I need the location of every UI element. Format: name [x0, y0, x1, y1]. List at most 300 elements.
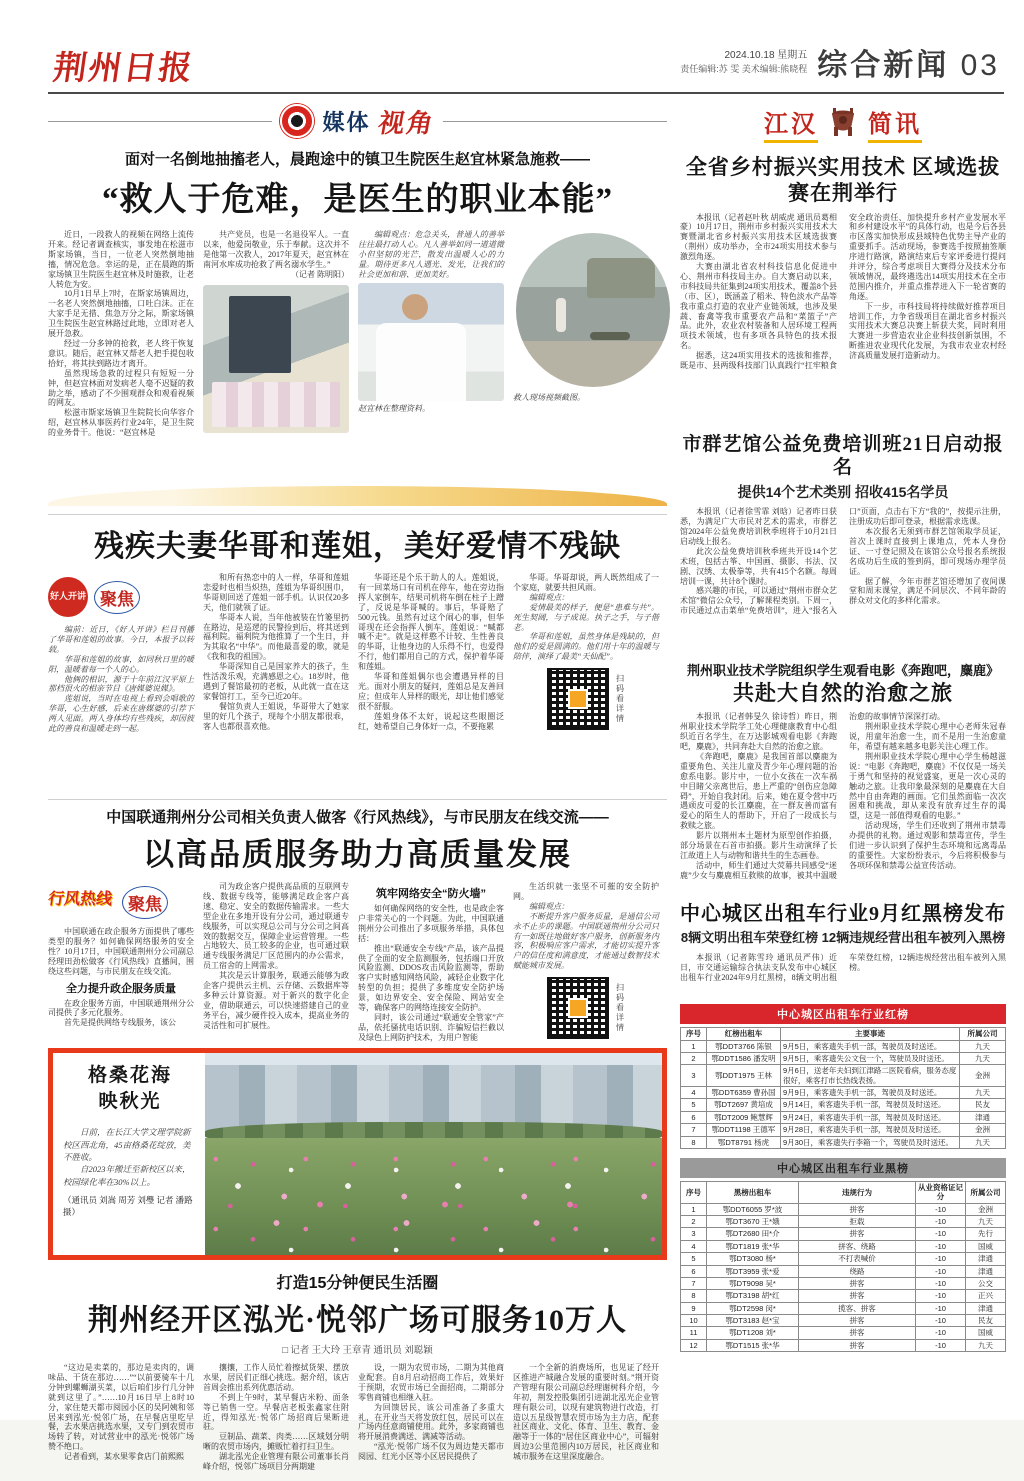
badge-label-red: 视角	[375, 108, 437, 138]
table-row	[681, 1277, 1006, 1289]
table-cell: 鄂DT2598 闵*	[707, 1302, 799, 1314]
car-shape	[587, 258, 655, 298]
feature-credit: （通讯员 刘嵩 周芳 刘璺 记者 潘路 摄）	[63, 1194, 193, 1217]
paragraph: 和所有热恋中的人一样，华哥和莲姐恋爱时也相当炽热，莲姐为华哥织围巾，华哥则回送了莲姐一部手机。认识仅20多天，他们就领了证。	[203, 573, 349, 612]
table-cell: -10	[916, 1203, 966, 1215]
table-cell: 5	[681, 1253, 707, 1265]
masthead-meta	[680, 48, 807, 77]
table-cell: 鄂DT8791 杨虎	[707, 1136, 781, 1148]
table-cell: 4	[681, 1240, 707, 1252]
editor-opinion	[513, 593, 659, 662]
paragraph: 近日，一段救人的视频在网络上流传开来。经记者调查核实，事发地在松滋市斯家场镇，当日，一位老人突然倒地抽搐，情况危急。幸运的是，正在晨跑的斯家场镇卫生院医生赵宜林及时施救，让老人转危为安。	[48, 230, 194, 289]
hotline-logo: 行风热线	[46, 891, 114, 909]
article-kicker: 中国联通荆州分公司相关负责人做客《行风热线》，与市民朋友在线交流——	[106, 809, 609, 826]
table-cell: 鄂DT1515 张*华	[707, 1339, 799, 1351]
paragraph: 首先是提供网络专线服务，该公	[64, 1018, 176, 1028]
table-header-row	[681, 1181, 1006, 1203]
paragraph: 莲姐身体不太好，说起这些眼圈泛红，她希望自己身体好一点，不要拖累	[358, 711, 504, 731]
table-cell: 3	[681, 1065, 707, 1087]
article-headline: “救人于危难，是医生的职业本能”	[102, 182, 613, 218]
article-body	[48, 882, 667, 1040]
paragraph: 在政企服务方面，中国联通荆州分公司提供了多元化服务。	[48, 998, 194, 1018]
qr-code	[547, 668, 609, 730]
article-headline: 荆州经开区泓光·悦邻广场可服务10万人	[87, 1304, 627, 1337]
section-name: 综合新闻	[817, 49, 950, 82]
table-cell: 8	[681, 1136, 707, 1148]
article-headline: 中心城区出租车行业9月红黑榜发布	[680, 903, 1006, 926]
article-unicom	[48, 806, 667, 1040]
photo-doctor	[358, 283, 504, 401]
table-cell: 7	[681, 1124, 707, 1136]
qr-block	[513, 668, 659, 730]
paragraph: 日前，在长江大学文理学院新校区西北角，45亩格桑花绽放，美不胜收。	[63, 1127, 191, 1162]
article-kicker: 打造15分钟便民生活圈	[276, 1275, 439, 1292]
article-headline: 以高品质服务助力高质量发展	[143, 837, 572, 872]
paragraph: 影片以荆州本土题材为原型创作拍摄，部分场景在石首市拍摄。影片生动演绎了长江故道上人与动物和谐共生的生态画卷。	[680, 831, 837, 861]
article-body	[48, 573, 667, 791]
paragraph: 松滋市斯家场镇卫生院院长向华容介绍，赵宜林从事医药行业24年，是卫生院的业务骨干。他说：“赵宜林是	[48, 408, 194, 438]
paragraph: 华哥。华哥却说，两人既然组成了一个家庭，就要共担风雨。	[513, 573, 659, 592]
article-movie	[680, 663, 1006, 894]
table-cell: 鄂DT3080 杨*	[707, 1253, 799, 1265]
table-cell: 民友	[966, 1315, 1006, 1327]
table-cell: 10	[681, 1315, 707, 1327]
paragraph: 一个全新的消费场所，也见证了经开区推进产城融合发展的重要时刻。”荆开资产管理有限公司副总经理谢树科介绍，今年初，荆发控股集团引进湖北泓光企业管理有限公司，以现有建筑物进行改造，打造以五星级智慧农贸市场为主力店，配套社区商业、文化、体育、卫生、教育、金融等于一体的“居住区商业中心”，可辐射周边3公里范围内10万居民，社区商业和城市服务在这里深度融合。	[513, 1363, 659, 1462]
table-cell: 国威	[966, 1327, 1006, 1339]
table-cell: 鄂DT2680 田*介	[707, 1228, 799, 1240]
table-row	[681, 1136, 1006, 1148]
qr-block	[513, 977, 659, 1039]
table-cell: 鄂DDT1586 潘发明	[707, 1052, 781, 1064]
table-cell: 拼客	[799, 1228, 916, 1240]
feature-title-line1: 格桑花海	[87, 1065, 172, 1086]
paragraph: 荆州职业技术学院心理中心学生杨越滋说：“电影《奔跑吧，麋鹿》不仅仅是一场关于勇气和坚持的视觉盛宴，更是一次心灵的触动之旅。让我印象最深刻的是麋鹿在大自然中自由奔跑的画面。它们虽然面临一次次困难和挑战，却从来没有放弃过生存的渴望，这是一部值得观看的电影。”	[849, 751, 1006, 821]
table-row	[681, 1339, 1006, 1351]
bronze-ding-icon	[826, 106, 860, 140]
lying-person-shape	[590, 332, 630, 340]
byline: （记者 陈明阳）	[291, 269, 349, 279]
photo-feature	[48, 1048, 667, 1260]
article-body	[48, 230, 667, 482]
table-cell: 拼客、绕路	[799, 1240, 916, 1252]
feature-caption	[63, 1126, 197, 1188]
table-cell: 鄂DT2697 黄培成	[707, 1099, 781, 1111]
table-cell: 鄂DDT6055 罗*波	[707, 1203, 799, 1215]
table-cell: 拼客	[799, 1339, 916, 1351]
table-cell: 4	[681, 1087, 707, 1099]
camera-eye-icon	[280, 104, 314, 138]
paragraph: 本报讯（记者陈雪玲 通讯员严伟）近日，市交通运输综合执法支队发布中心城区出租车行业2024年9月红黑榜，8辆文明出租车荣登红榜，12辆违规经营出租车被列入黑榜。	[680, 953, 1006, 983]
paragraph: 华哥和莲姐偶尔也会遭遇异样的目光。面对小朋友的疑问，莲姐总是友善回应；但成年人异样的眼光，却让他们感觉很不舒服。	[358, 672, 504, 711]
table-cell: 九天	[960, 1087, 1006, 1099]
paragraph: 生活织就一张坚不可摧的安全防护网。	[513, 882, 659, 901]
table-cell: 鄂DT3959 张*爱	[707, 1265, 799, 1277]
badge-label-right: 简讯	[868, 104, 922, 143]
body-column	[203, 573, 349, 791]
table-cell: 津通	[966, 1265, 1006, 1277]
table-cell: 9月5日，乘客遗失手机一部，驾驶员及时送还。	[781, 1040, 960, 1052]
paragraph: 编辑观点：危急关头，普通人的善举往往最打动人心。凡人善举如同一道道微小但坚韧的光芒，散发出温暖人心的力量。期待更多凡人遇光、发光，让我们的社会更加和谐、更加美好。	[358, 230, 504, 279]
right-column	[680, 100, 1006, 1352]
article-plaza	[48, 1270, 667, 1481]
table-cell: 民友	[960, 1099, 1006, 1111]
divider	[48, 121, 272, 122]
paragraph: 不断提升客户服务质量，是通信公司永不止步的课题。中国联通荆州分公司只有一如既往地做好客户服务，创新服务内容，积极响应客户需求，才能切实提升客户的信任度和满意度，才能通过数智技术赋能城市发展。	[513, 911, 659, 971]
feature-title	[63, 1063, 197, 1114]
paragraph: 大赛由湖北省农村科技信息化促进中心、荆州市科技局主办。自大赛启动以来，市科技局共征集到24项实用技术，覆盖8个县（市、区），既涵盖了稻米、特色淡水产品等我市重点打造的农业产业链领域，也涉及果蔬、畜禽等我市重要农产品和“菜篮子”产品。此外，农业农村装备和人居环境工程两项技术领域，也有多项各具特色的技术报名。	[680, 262, 837, 351]
body-column	[48, 230, 194, 482]
table-cell: 津通	[966, 1302, 1006, 1314]
paragraph: 他俩的相识，源于十年前江汉平原上那档很火的相亲节目《唐媒婆说媒》。	[48, 674, 194, 694]
seal-icon: 好人开讲	[48, 577, 88, 617]
table-cell: -10	[916, 1327, 966, 1339]
paragraph: 本次报名无须到市群艺馆领取学员证，首次上课时直接到上课地点，凭本人身份证、一寸登记照及在该馆公众号报名系统报名成功后生成的签到码，即可现场办理学员证。	[849, 527, 1006, 576]
table-cell: 金洲	[960, 1065, 1006, 1087]
body-column-text	[358, 904, 504, 1043]
article-body	[48, 1363, 667, 1481]
photo-rescue-scene	[513, 230, 673, 390]
table-cell: 金洲	[960, 1124, 1006, 1136]
table-cell: -10	[916, 1240, 966, 1252]
table-cell: 11	[681, 1327, 707, 1339]
paragraph: 本报讯（记者韩旻久 徐诗哲）昨日，荆州职业技术学院学工处心理健康教育中心组织近百名学生，在万达影城观看电影《奔跑吧，麋鹿》，共同奔赴大自然的治愈之旅。	[680, 712, 837, 752]
table-cell: 九天	[960, 1136, 1006, 1148]
paragraph: 司为政企客户提供高品质的互联网专线、数据专线等，能够满足政企客户高速、稳定、安全的数据传输需求。一些大型企业在多地开设有分公司，通过联通专线服务，可以实现总公司与分公司之间高效的数据交互，保障企业运营管理。一些占地较大、员工较多的企业，也可通过联通专线服务满足厂区范围内的办公需求，员工宿舍的上网需求。	[203, 882, 349, 971]
masthead-right	[680, 40, 1000, 84]
body-column-text	[203, 230, 349, 270]
photo-desk-documents	[203, 285, 349, 433]
table-cell: 津通	[960, 1111, 1006, 1123]
qr-label: 扫码看详情	[615, 674, 625, 725]
qr-label: 扫码看详情	[615, 983, 625, 1034]
feature-text-panel	[53, 1053, 205, 1255]
column-header: 所属公司	[960, 1028, 1006, 1040]
subhead: 全力提升政企服务质量	[66, 982, 176, 995]
article-kicker: 荆州职业技术学院组织学生观看电影《奔跑吧，麋鹿》	[686, 663, 999, 679]
column-header: 从业资格证记分	[916, 1181, 966, 1203]
paragraph: 编辑观点：	[529, 592, 569, 602]
article-headline: 市群艺馆公益免费培训班21日启动报名	[682, 433, 1004, 479]
divider	[48, 799, 667, 800]
paragraph: 本报讯（记者徐雪霏 刘晗）记者昨日获悉，为满足广大市民对艺术的需求，市群艺馆2024年公益免费培训秋季班将于10月21日启动线上报名。	[680, 507, 837, 546]
article-subtitle: 提供14个艺术类别 招收415名学员	[737, 484, 949, 500]
table-cell: -10	[916, 1277, 966, 1289]
table-cell: -10	[916, 1216, 966, 1228]
article-art-training	[680, 433, 1006, 656]
table-cell: 9月14日，乘客遗失手机一部，驾驶员及时送还。	[781, 1099, 960, 1111]
red-list-table	[680, 1004, 1006, 1149]
article-kicker: 面对一名倒地抽搐老人，晨跑途中的镇卫生院医生赵宜林紧急施救——	[124, 151, 590, 168]
table-cell: 鄂DT3670 王*娥	[707, 1216, 799, 1228]
table-cell: 公交	[966, 1277, 1006, 1289]
table-cell: -10	[916, 1290, 966, 1302]
table-cell: 绕路	[799, 1265, 916, 1277]
body-column	[513, 230, 677, 482]
table-cell: 12	[681, 1339, 707, 1351]
article-subtitle: 8辆文明出租车荣登红榜 12辆违规经营出租车被列入黑榜	[680, 930, 1006, 946]
table-cell: 鄂DT9098 吴*	[707, 1277, 799, 1289]
logo-row	[48, 886, 194, 919]
table-cell: 9月5日，乘客遗失公文包一个，驾驶员及时送还。	[781, 1052, 960, 1064]
article-rescue	[48, 100, 667, 506]
badge-label-left: 江汉	[764, 104, 818, 143]
table-row	[681, 1111, 1006, 1123]
column-header: 黑榜出租车	[707, 1181, 799, 1203]
table-cell: 9月30日，乘客遗失行李箱一个，驾驶员及时送还。	[781, 1136, 960, 1148]
masthead	[48, 40, 1004, 90]
paragraph: 据悉，这24项实用技术的选拔和推荐，既是市、县两级科技部门认真践行“扛牢粮食安全政治责任、加快提升乡村产业发展水平和乡村建设水平”的具体行动，也是今后各县市区落实加快形成县域特色优势主导产业的重要抓手。活动现场，参赛选手按照抽签顺序进行路演，路演结束后专家评委进行提问并评分，综合考虑项目大赛得分及技术分布领域情况，最终遴选出14项实用技术在全市范围内推介，并重点推荐进入下一轮省赛的角逐。	[680, 212, 1006, 371]
paragraph: 不到上午9时，某早餐店米粉、面条等已销售一空。早餐店老板张鑫家住附近，得知泓光·悦邻广场招商后果断进驻。	[203, 1392, 349, 1432]
table-cell: 鄂DT1819 张*华	[707, 1240, 799, 1252]
table-cell: 拼客	[799, 1315, 916, 1327]
black-list-table	[680, 1158, 1006, 1352]
black-table-title: 中心城区出租车行业黑榜	[680, 1158, 1006, 1178]
article-headline: 残疾夫妻华哥和莲姐，美好爱情不残缺	[94, 530, 621, 563]
editor-opinion	[513, 902, 659, 971]
column-header: 所属公司	[966, 1181, 1006, 1203]
red-table	[680, 1027, 1006, 1149]
table-cell: 9	[681, 1302, 707, 1314]
paragraph: 记者看到，某水果零食店门前熙熙	[64, 1452, 184, 1462]
table-cell: 2	[681, 1216, 707, 1228]
body-column	[203, 230, 349, 482]
table-cell: 拼客	[799, 1203, 916, 1215]
article-taxi-list	[680, 902, 1006, 995]
divider	[443, 121, 667, 122]
table-cell: -10	[916, 1265, 966, 1277]
black-table	[680, 1181, 1006, 1352]
monitor-shape	[229, 296, 290, 373]
table-cell: 鄂DDT1198 王德军	[707, 1124, 781, 1136]
photo-caption: 救人现场视频截图。	[513, 393, 585, 402]
body-column	[513, 882, 659, 1040]
paragraph: 虽然现场急救的过程只有短短一分钟，但赵宜林面对发病老人毫不迟疑的救助之举，感动了不少围观群众和观看视频的网友。	[48, 368, 194, 408]
paragraph: 如何确保网络的安全性，也是政企客户非常关心的一个问题。为此，中国联通荆州分公司推出了多项服务举措，具体包括：	[358, 904, 504, 943]
editors-line: 责任编辑:苏 雯 美术编辑:熊晓程	[680, 63, 808, 74]
table-row	[681, 1216, 1006, 1228]
table-cell: 鄂DDT1975 王林	[707, 1065, 781, 1087]
table-row	[681, 1253, 1006, 1265]
column-header: 序号	[681, 1181, 707, 1203]
body-column	[48, 882, 194, 1040]
table-cell: 7	[681, 1277, 707, 1289]
table-cell: -10	[916, 1315, 966, 1327]
paragraph: 同时，该公司通过“联通安全管家”产品，依托骚扰电话识别、诈骗短信拦截以及绿色上网防护技术，为用户智能	[358, 1012, 504, 1042]
table-cell: 鄂DT3183 赵*宝	[707, 1315, 799, 1327]
paragraph: 经过一分多钟的抢救，老人终于恢复意识。随后，赵宜林又帮老人把手提包收拾好，将其扶到路边才离开。	[48, 338, 194, 368]
divider	[48, 514, 667, 515]
paragraph: 活动中，师生们通过大荧幕共同感受“迷鹿”少女与麋鹿相互救赎的故事，被其中温暖治愈的故事情节深深打动。	[680, 712, 945, 880]
body-column	[358, 1363, 504, 1481]
paper-logo: 荆州日报	[50, 51, 197, 87]
paragraph: 中国联通在政企服务方面提供了哪些类型的服务？如何确保网络服务的安全性？10月17日，中国联通荆州分公司副总经理田劲松做客《行风热线》直播间，围绕这些问题，与市民朋友在线交流。	[48, 927, 194, 976]
table-cell: 9月28日，乘客遗失手机一部，驾驶员及时送还。	[781, 1124, 960, 1136]
table-cell: 津通	[966, 1253, 1006, 1265]
table-row	[681, 1065, 1006, 1087]
table-cell: 正兴	[966, 1290, 1006, 1302]
paragraph: 华哥深知自己是国家养大的孩子，生性活泼乐观，充满感恩之心。18岁时，他遇到了餐馆最初的老板，从此就一直在这家餐馆打工，至今已近20年。	[203, 662, 349, 701]
table-cell: 拼客	[799, 1290, 916, 1302]
body-column-text	[513, 573, 659, 593]
paragraph: 为回馈居民，该公司准备了多重大礼，在开业当天将发放红包，居民可以在广场内任意商铺使用。此外，多家商铺也将开展消费满送、满减等活动。	[358, 1402, 504, 1442]
table-cell: 鄂DT1208 刘*	[707, 1327, 799, 1339]
table-row	[681, 1327, 1006, 1339]
table-cell: 8	[681, 1290, 707, 1302]
table-cell: 9月24日，乘客遗失手机一部，驾驶员及时送还。	[781, 1111, 960, 1123]
paragraph: 编前：近日，《好人开讲》栏目刊播了华哥和莲姐的故事。今日，本报予以转载。	[48, 625, 194, 654]
section-title	[817, 40, 1000, 84]
masthead-rule	[48, 92, 1004, 94]
body-column	[48, 573, 194, 791]
table-cell: 5	[681, 1099, 707, 1111]
paragraph: 据了解，今年市群艺馆还增加了夜间课堂和周末课堂，满足不同层次、不同年龄的群众对文化的多样化需求。	[849, 576, 1006, 606]
papers-shape	[212, 382, 340, 426]
article-headline: 全省乡村振兴实用技术 区域选拔赛在荆举行	[685, 155, 1001, 206]
table-cell: 1	[681, 1203, 707, 1215]
paragraph: 推出“联通安全专线”产品，该产品提供了全面的安全监测服务，包括端口开放风险监测、DDOS攻击风险监测等，帮助客户实时感知网络风险，减轻企业数字化转型的负担；提供了多维度安全防护场景，如边界安全、安全保险、网站安全等，确保客户的网络连接安全防护。	[358, 943, 504, 1013]
paragraph: 爱情最美的样子，便是“患难与共”。死生契阔，与子成说。执子之手，与子偕老。	[513, 602, 659, 632]
paragraph: 莲姐说，当时在电视上看到会唱歌的华哥，心生好感，后来在唐媒婆的引荐下两人见面。两人身体均有些残疾，却因彼此的善良和温暖走到一起。	[48, 694, 194, 734]
body-column-text	[513, 882, 659, 902]
table-row	[681, 1124, 1006, 1136]
column-header: 主要事迹	[781, 1028, 960, 1040]
paragraph: 10月1日早上7时，在斯家场镇周边，一名老人突然倒地抽搐，口吐白沫。正在大家手足无措、焦急万分之际，斯家场镇卫生院医生赵宜林路过此地，立即对老人展开急救。	[48, 289, 194, 339]
date-line: 2024.10.18 星期五	[724, 49, 808, 61]
paragraph: 华哥和莲姐，虽然身体是残缺的，但他们的爱是圆满的。他们用十年的温暖与陪伴，演绎了最美“天仙配”。	[513, 632, 659, 662]
table-row	[681, 1265, 1006, 1277]
body-column	[513, 1363, 659, 1481]
table-row	[681, 1290, 1006, 1302]
decor-wave	[48, 486, 667, 506]
table-cell: 2	[681, 1052, 707, 1064]
table-cell: -10	[916, 1253, 966, 1265]
body-column	[203, 1363, 349, 1481]
article-couple	[48, 521, 667, 791]
jianghan-badge	[680, 100, 1006, 146]
paragraph: 华哥还是个乐于助人的人。莲姐说，有一回菜场口有司机在停车，他在旁边指挥人家倒车，结果司机将车倒在柱子上蹭了，反说是华哥喊的。事后，华哥赔了500元钱。虽然有过这个闹心的事，但华哥现在还会指挥人倒车，莲姐说：“喊都喊不走”。就是这样憨不计较、生性善良的华哥，让他身边的人乐得不行，也爱得不行，他们都用自己的方式，保护着华哥和莲姐。	[358, 573, 504, 672]
red-table-title: 中心城区出租车行业红榜	[680, 1004, 1006, 1024]
table-cell: 3	[681, 1228, 707, 1240]
focus-logo: 聚焦	[94, 581, 140, 614]
paragraph: 华哥本人说，当年他被装在竹篓里扔在路边，是巡逻的民警捡到后，将其送到福利院。福利院为他推算了一个生日，并为其取名“中华”。而他最喜爱的歌，就是《我和我的祖国》。	[203, 612, 349, 662]
table-cell: 鄂DDT3766 陈银	[707, 1040, 781, 1052]
paragraph: 本报讯（记者赵叶秋 胡威虎 通讯员葛相豪）10月17日，荆州市乡村振兴实用技术大赛暨湖北省乡村振兴实用技术区域选拔赛（荆州）成功举办，全市24项实用技术参与激烈角逐。	[680, 212, 837, 262]
paragraph: “这边是卖菜的，那边是卖肉的，调味品、干货在那边……”“以前要骑车十几分钟到螺蛳湖买菜，以后咱们步行几分钟就到这里了。”……10月16日早上8时10分，家住楚天都市阅园小区的吴阿姨和邻居来到泓光·悦邻广场，在早餐店里吃早餐，去水果店挑选水果，又专门到农贸市场转了转，对试营业中的泓光·悦邻广场赞不绝口。	[48, 1363, 194, 1452]
table-cell: 九天	[960, 1040, 1006, 1052]
article-body	[680, 507, 1006, 655]
paragraph: 自2023年搬迁至新校区以来，校园绿化率在30%以上。	[63, 1164, 191, 1187]
table-cell: 鄂DDT6359 曹孙国	[707, 1087, 781, 1099]
table-row	[681, 1228, 1006, 1240]
body-column-text	[48, 927, 194, 977]
paragraph: 攘攘，工作人员忙着擦拭货架、摆放水果，居民们正细心挑选。据介绍，该店首周会推出系列优惠活动。	[203, 1363, 349, 1392]
paragraph: 《奔跑吧，麋鹿》是我国首部以麋鹿为重要角色、关注儿童及青少年心理问题的治愈系电影。影片中，一位小女孩在一次车祸中目睹父亲离世后，患上严重的“创伤应急障碍”，开始自我封闭。后来，她在夏令营中巧遇顽皮可爱的长江麋鹿，在一群友善而富有爱心的陌生人的帮助下，开启了一段成长与救赎之旅。	[680, 751, 837, 831]
body-column	[203, 882, 349, 1040]
table-cell: 1	[681, 1040, 707, 1052]
body-column-text	[48, 625, 194, 734]
body-column	[358, 573, 504, 791]
table-cell: 鄂DT3198 胡*红	[707, 1290, 799, 1302]
column-header: 红榜出租车	[707, 1028, 781, 1040]
table-cell: 9月6日，送老年夫妇到江津路二医院看病，服务态度很好，乘客打市长热线表扬。	[781, 1065, 960, 1087]
paragraph: 餐馆负责人王姐说，华哥带大了她家里的好几个孩子，现每个小朋友都很乖，客人也都很喜欢他。	[203, 701, 349, 731]
column-header: 序号	[681, 1028, 707, 1040]
body-column-text	[48, 999, 194, 1029]
page-number: 03	[960, 49, 1000, 82]
body-column	[358, 882, 504, 1040]
paragraph: 设，一期为农贸市场，二期为其他商业配套。自8月启动招商工作后，效果好于预期，农贸市场已全面招商，二期部分零售商铺也相继入驻。	[358, 1363, 504, 1402]
logo-row	[48, 577, 194, 617]
article-body	[680, 953, 1006, 995]
table-cell: 不打表喊价	[799, 1253, 916, 1265]
table-cell: 拼客	[799, 1327, 916, 1339]
table-cell: 国威	[966, 1240, 1006, 1252]
table-cell: 先行	[966, 1228, 1006, 1240]
table-cell: 拼客	[799, 1277, 916, 1289]
column-header: 违规行为	[799, 1181, 916, 1203]
article-body	[680, 213, 1006, 425]
table-row	[681, 1315, 1006, 1327]
byline: □ 记者 王大玲 王章青 通讯员 刘聪颖	[282, 1346, 433, 1356]
table-cell: -10	[916, 1339, 966, 1351]
paragraph: 荆州职业技术学院心理中心老师朱冠春说，用童年治愈一生，而不是用一生治愈童年，希望有越来越多电影关注心理工作。	[849, 722, 1006, 752]
table-row	[681, 1087, 1006, 1099]
photo-flower-field	[205, 1053, 662, 1255]
left-region	[48, 100, 667, 1481]
table-cell: 金洲	[966, 1203, 1006, 1215]
table-cell: 九天	[966, 1339, 1006, 1351]
photo-caption: 赵宜林在整理资料。	[358, 403, 430, 413]
table-row	[681, 1040, 1006, 1052]
paragraph: “泓光·悦邻广场不仅为周边楚天都市阅园、红光小区等小区居民提供了	[358, 1442, 504, 1462]
paragraph: 编辑观点：	[529, 901, 569, 911]
body-column	[358, 230, 504, 482]
paragraph: 共产党员，也是一名退役军人。一直以来，他爱岗敬业，乐于奉献。这次并不是他第一次救人，2017年夏天，赵宜林在南河水库成功抢救了两名溺水学生。”	[203, 230, 349, 269]
table-cell: -10	[916, 1228, 966, 1240]
body-column	[513, 573, 659, 791]
table-header-row	[681, 1028, 1006, 1040]
paragraph: 下一步，市科技局将持续做好推荐项目培训工作，力争省级项目在湖北省乡村振兴实用技术大赛总决赛上斩获大奖，同时利用大赛进一步营造农业企业科技创新氛围，不断推进农业现代化发展，为我市农业农村经济高质量发展打造新动力。	[849, 301, 1006, 361]
table-cell: 拒载	[799, 1216, 916, 1228]
table-cell: 6	[681, 1111, 707, 1123]
paragraph: 豆制品、蔬菜、肉类……区域划分明晰的农贸市场内，摊贩忙着打扫卫生。	[203, 1432, 349, 1452]
paragraph: 其次是云计算服务，联通云能够为政企客户提供云主机、云存储、云数据库等多种云计算资源。对于新兴的数字化企业，借助联通云，可以快速搭建自己的业务平台，减少硬件投入成本，提高业务的灵活性和可扩展性。	[203, 971, 349, 1030]
table-cell: -10	[916, 1302, 966, 1314]
article-rural-tech	[680, 154, 1006, 425]
table-row	[681, 1099, 1006, 1111]
article-body	[680, 712, 1006, 894]
editor-opinion	[358, 230, 504, 280]
focus-logo: 聚焦	[122, 886, 168, 919]
table-row	[681, 1302, 1006, 1314]
table-cell: 鄂DT2009 鲍慧辉	[707, 1111, 781, 1123]
article-headline: 共赴大自然的治愈之旅	[733, 681, 953, 706]
flowers-shape	[205, 1138, 662, 1255]
paragraph: 华哥和莲姐的故事，如同秋日里的暖阳，温暖着每一个人的心。	[48, 654, 194, 674]
table-cell: 6	[681, 1265, 707, 1277]
coat-shape	[376, 323, 467, 401]
paragraph: 此次公益免费培训秋季班共开设14个艺术班，包括古筝、中国画、摄影、书法、汉剧、汉绣、太极拳等，共有415个名额。每周培训一课，共计8个课时。	[680, 546, 837, 586]
table-row	[681, 1240, 1006, 1252]
person-shape	[402, 294, 428, 320]
media-view-badge	[48, 100, 667, 142]
paragraph: 感兴趣的市民，可以通过“荆州市群众艺术馆”微信公众号，了解课程类别。下周一，市民通过点击菜单“免费培训”，进入“报名入口”页面，点击右下方“我的”，按提示注册，注册成功后即可登录，根据需求选课。	[680, 507, 1006, 616]
table-cell: 九天	[960, 1052, 1006, 1064]
body-column	[48, 1363, 194, 1481]
table-row	[681, 1203, 1006, 1215]
qr-code	[547, 977, 609, 1039]
table-row	[681, 1052, 1006, 1064]
